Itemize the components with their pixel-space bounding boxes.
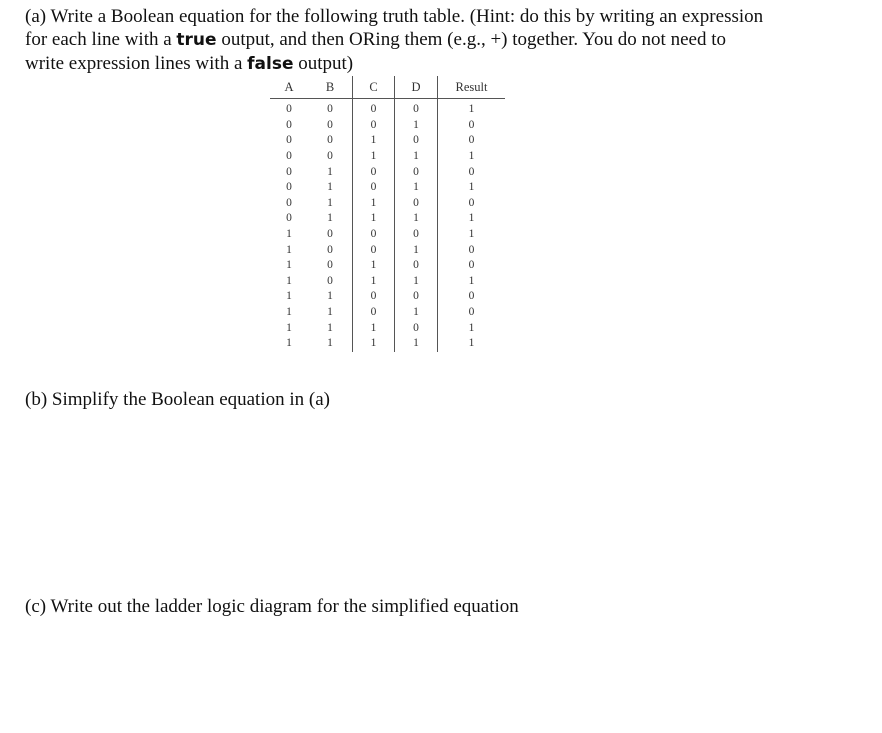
cell-a: 1 (286, 321, 292, 334)
header-c: C (353, 76, 395, 99)
cell-b: 0 (308, 149, 353, 165)
table-row (270, 211, 505, 227)
table-row (270, 149, 505, 165)
cell-result: 1 (468, 321, 475, 334)
table-row (270, 274, 505, 290)
table-row (270, 118, 505, 134)
cell-result: 1 (468, 337, 475, 350)
question-a (25, 5, 765, 76)
cell-d: 1 (395, 149, 438, 165)
cell-b: 0 (308, 274, 353, 290)
cell-a: 0 (286, 150, 292, 163)
cell-c: 0 (353, 118, 395, 134)
cell-b: 1 (308, 336, 353, 352)
header-result: Result (438, 76, 506, 99)
table-row (270, 164, 505, 180)
cell-d: 0 (395, 164, 438, 180)
question-a-text-2: output, and then ORing them (e.g., +) together. You do not need to write expression lines with a (25, 29, 726, 74)
cell-d: 0 (395, 289, 438, 305)
cell-a: 1 (286, 290, 292, 303)
true-keyword: true (176, 30, 217, 50)
cell-c: 1 (353, 320, 395, 336)
table-row (270, 242, 505, 258)
cell-a: 0 (286, 103, 292, 116)
cell-b: 1 (308, 305, 353, 321)
cell-c: 1 (353, 211, 395, 227)
cell-b: 1 (308, 180, 353, 196)
cell-c: 1 (353, 133, 395, 149)
cell-result: 1 (468, 228, 475, 241)
cell-d: 0 (395, 320, 438, 336)
cell-b: 1 (308, 211, 353, 227)
cell-a: 0 (286, 134, 292, 147)
table-row (270, 289, 505, 305)
cell-result: 0 (468, 290, 475, 303)
question-a-text-1: (a) Write a Boolean equation for the following truth table. (Hint: do this by writing an expression for each line with a (25, 6, 764, 50)
cell-a: 1 (286, 274, 292, 287)
header-d: D (395, 76, 438, 99)
cell-b: 0 (308, 258, 353, 274)
cell-a: 1 (286, 306, 292, 319)
cell-d: 1 (395, 180, 438, 196)
cell-c: 0 (353, 305, 395, 321)
cell-d: 1 (395, 274, 438, 290)
cell-d: 0 (395, 133, 438, 149)
cell-d: 1 (395, 118, 438, 134)
cell-d: 0 (395, 258, 438, 274)
table-row (270, 133, 505, 149)
cell-b: 1 (308, 164, 353, 180)
cell-c: 0 (353, 180, 395, 196)
cell-result: 0 (468, 196, 475, 209)
truth-table-header-row (270, 76, 505, 99)
table-row (270, 258, 505, 274)
cell-a: 1 (286, 259, 292, 272)
cell-c: 0 (353, 242, 395, 258)
cell-result: 0 (468, 165, 475, 178)
cell-b: 1 (308, 289, 353, 305)
cell-d: 0 (395, 196, 438, 212)
cell-c: 0 (353, 164, 395, 180)
cell-a: 1 (286, 228, 292, 241)
cell-b: 0 (308, 118, 353, 134)
cell-b: 0 (308, 242, 353, 258)
cell-result: 1 (468, 103, 475, 116)
cell-d: 1 (395, 336, 438, 352)
cell-a: 0 (286, 212, 292, 225)
cell-b: 1 (308, 320, 353, 336)
cell-d: 1 (395, 211, 438, 227)
table-row (270, 305, 505, 321)
cell-c: 0 (353, 289, 395, 305)
cell-result: 1 (468, 181, 475, 194)
question-c: (c) Write out the ladder logic diagram for the simplified equation (25, 596, 519, 617)
cell-a: 0 (286, 118, 292, 131)
cell-c: 0 (353, 227, 395, 243)
question-b: (b) Simplify the Boolean equation in (a) (25, 389, 330, 410)
cell-b: 0 (308, 227, 353, 243)
cell-c: 1 (353, 258, 395, 274)
cell-d: 0 (395, 99, 438, 118)
cell-d: 1 (395, 242, 438, 258)
cell-a: 1 (286, 243, 292, 256)
table-row (270, 320, 505, 336)
cell-c: 1 (353, 274, 395, 290)
cell-result: 0 (468, 243, 475, 256)
table-row (270, 180, 505, 196)
table-row (270, 227, 505, 243)
cell-b: 0 (308, 133, 353, 149)
cell-b: 0 (308, 99, 353, 118)
cell-d: 0 (395, 227, 438, 243)
cell-d: 1 (395, 305, 438, 321)
question-a-text-3: output) (293, 53, 354, 74)
cell-result: 1 (468, 274, 475, 287)
cell-c: 0 (353, 99, 395, 118)
cell-b: 1 (308, 196, 353, 212)
truth-table (270, 76, 505, 352)
cell-a: 0 (286, 181, 292, 194)
header-a: A (270, 76, 308, 99)
cell-c: 1 (353, 196, 395, 212)
cell-result: 1 (468, 212, 475, 225)
cell-a: 1 (286, 337, 292, 350)
table-row (270, 336, 505, 352)
cell-result: 0 (468, 259, 475, 272)
cell-c: 1 (353, 336, 395, 352)
cell-result: 1 (468, 150, 475, 163)
header-b: B (308, 76, 353, 99)
table-row (270, 99, 505, 118)
cell-c: 1 (353, 149, 395, 165)
cell-result: 0 (468, 306, 475, 319)
cell-result: 0 (468, 134, 475, 147)
cell-a: 0 (286, 196, 292, 209)
cell-result: 0 (468, 118, 475, 131)
cell-a: 0 (286, 165, 292, 178)
false-keyword: false (247, 54, 294, 74)
table-row (270, 196, 505, 212)
truth-table-body (270, 99, 505, 352)
